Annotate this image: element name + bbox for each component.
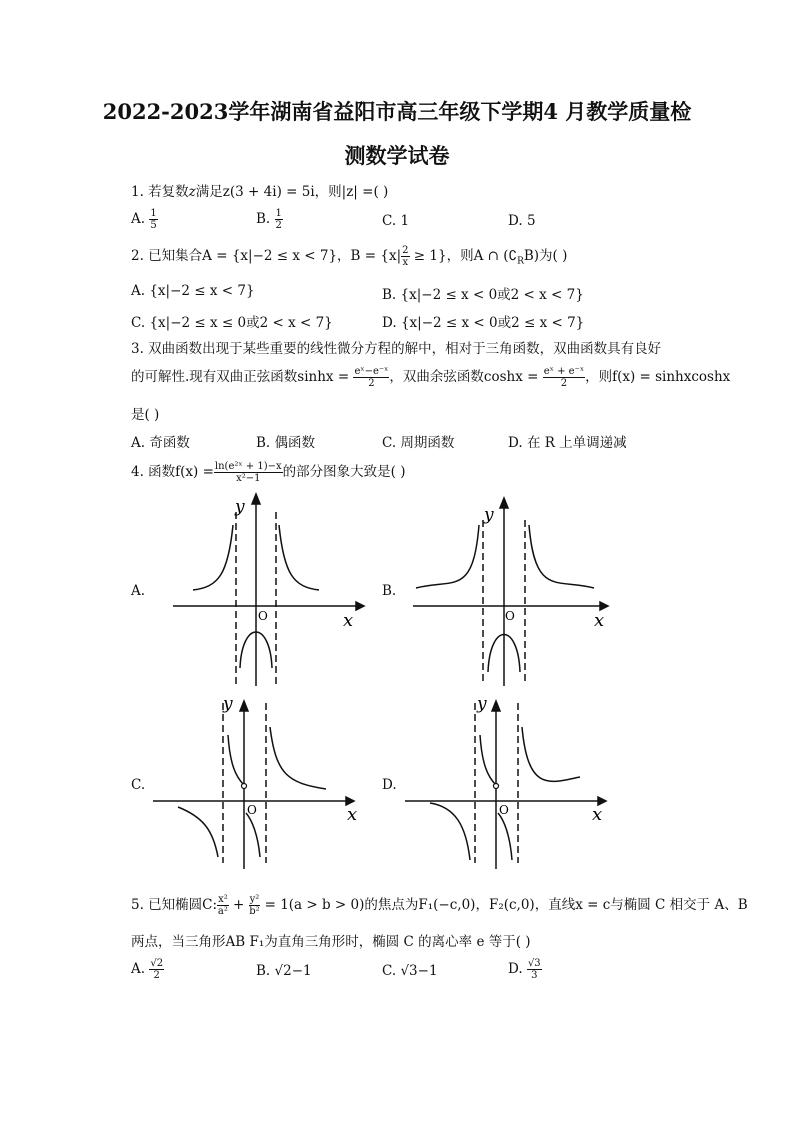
fraction: $\frac{1}{2}$ xyxy=(275,208,282,231)
open-point xyxy=(494,784,499,789)
question-4-stem: 4. 函数f(x) = $\frac{\text{ln(e²ˣ + 1)−x}}{\text{x²−1}}$ 的部分图象大致是( ) xyxy=(131,461,406,484)
fraction: $\frac{1}{5}$ xyxy=(150,208,157,231)
graph-label-b: B. xyxy=(382,583,397,599)
origin-label: O xyxy=(258,609,268,623)
graph-a xyxy=(168,490,368,690)
curve-left xyxy=(416,525,479,588)
q2-option-b: B. {x|−2 ≤ x < 0或2 < x < 7} xyxy=(382,287,584,303)
graph-label-d: D. xyxy=(382,777,397,793)
question-1-stem: 1. 若复数z满足z(3 + 4i) = 5i，则|z| =( ) xyxy=(131,184,389,200)
curve-middle-lower xyxy=(246,813,260,857)
x-arrow xyxy=(356,602,364,610)
fraction: $\frac{\text{y²}}{\text{b²}}$ xyxy=(249,894,260,917)
x-label: x xyxy=(343,610,354,631)
curve-middle-lower xyxy=(498,813,512,860)
graph-c xyxy=(148,685,368,870)
curve-right xyxy=(270,727,326,789)
curve-middle-upper xyxy=(228,735,244,785)
q1-option-d: D. 5 xyxy=(508,213,536,229)
q1-option-c: C. 1 xyxy=(382,213,410,229)
y-label: y xyxy=(477,694,487,714)
q3-option-b: B. 偶函数 xyxy=(256,435,316,451)
fraction: $\frac{\text{ln(e²ˣ + 1)−x}}{\text{x²−1}}$ xyxy=(214,461,282,484)
fraction: $\frac{2}{x}$ xyxy=(402,245,409,268)
question-3-line-3: 是( ) xyxy=(131,407,160,423)
q1-option-b: B. $\frac{1}{2}$ xyxy=(256,208,282,231)
q5-option-c: C. √3−1 xyxy=(382,963,438,979)
fraction: $\frac{√2}{2}$ xyxy=(150,958,164,981)
question-5-line-2: 两点，当三角形AB F₁为直角三角形时，椭圆 C 的离心率 e 等于( ) xyxy=(131,934,531,950)
y-arrow xyxy=(252,494,260,504)
curve-right xyxy=(279,525,319,590)
q2-option-c: C. {x|−2 ≤ x ≤ 0或2 < x < 7} xyxy=(131,315,333,331)
q3-option-d: D. 在 R 上单调递减 xyxy=(508,435,627,451)
y-label: y xyxy=(484,505,494,525)
x-label: x xyxy=(592,804,603,825)
q5-option-d: D. $\frac{√3}{3}$ xyxy=(508,958,541,981)
q2-option-a: A. {x|−2 ≤ x < 7} xyxy=(131,283,255,299)
curve-right xyxy=(529,525,594,588)
y-label: y xyxy=(223,694,233,714)
graph-label-c: C. xyxy=(131,777,146,793)
origin-label: O xyxy=(247,803,257,817)
q5-option-a: A. $\frac{√2}{2}$ xyxy=(131,958,164,981)
y-label: y xyxy=(235,497,245,517)
curve-middle-upper xyxy=(480,735,496,785)
x-arrow xyxy=(600,602,608,610)
q1-option-a: A. $\frac{1}{5}$ xyxy=(131,208,157,231)
fraction: $\frac{√3}{3}$ xyxy=(527,958,541,981)
graph-b xyxy=(408,490,618,690)
graph-label-a: A. xyxy=(131,583,146,599)
origin-label: O xyxy=(505,609,515,623)
curve-right xyxy=(522,727,580,781)
q3-option-c: C. 周期函数 xyxy=(382,435,455,451)
x-label: x xyxy=(347,804,358,825)
y-arrow xyxy=(240,701,248,711)
fraction: $\frac{\text{eˣ−e⁻ˣ}}{2}$ xyxy=(354,366,389,389)
question-3-line-2: 的可解性.现有双曲正弦函数sinhx = $\frac{\text{eˣ−e⁻ˣ}}{2}$ ，双曲余弦函数coshx = $\frac{\text{eˣ + e⁻ˣ}}{2}$ ，则f(x) = sinhxcoshx xyxy=(131,366,731,389)
q2-option-d: D. {x|−2 ≤ x < 0或2 ≤ x < 7} xyxy=(382,315,585,331)
curve-left-lower xyxy=(178,807,218,857)
q5-option-b: B. √2−1 xyxy=(256,963,312,979)
title-line-1: 2022-2023学年湖南省益阳市高三年级下学期4 月教学质量检 xyxy=(102,99,692,124)
curve-left-lower xyxy=(430,803,470,860)
question-5-line-1: 5. 已知椭圆C: $\frac{\text{x²}}{\text{a²}}$ + $\frac{\text{y²}}{\text{b²}}$ = 1(a > b > 0)的焦点为F₁(−c,0)，F₂(c,0)，直线x = c与椭圆 C 相交于 A、B xyxy=(131,894,748,917)
fraction: $\frac{\text{eˣ + e⁻ˣ}}{2}$ xyxy=(543,366,585,389)
open-point xyxy=(242,784,247,789)
question-3-line-1: 3. 双曲函数出现于某些重要的线性微分方程的解中，相对于三角函数，双曲函数具有良好 xyxy=(131,341,662,357)
origin-label: O xyxy=(499,803,509,817)
q3-option-a: A. 奇函数 xyxy=(131,435,190,451)
x-label: x xyxy=(594,610,605,631)
y-arrow xyxy=(500,498,508,508)
title-line-2: 测数学试卷 xyxy=(344,143,450,168)
fraction: $\frac{\text{x²}}{\text{a²}}$ xyxy=(217,894,228,917)
curve-left xyxy=(193,525,233,590)
graph-d xyxy=(400,685,620,870)
y-arrow xyxy=(492,701,500,711)
question-2-stem: 2. 已知集合A = {x|−2 ≤ x < 7}，B = {x| $\frac{2}{x}$ ≥ 1}，则A ∩ $(∁_RB)$为( ) xyxy=(131,245,568,268)
